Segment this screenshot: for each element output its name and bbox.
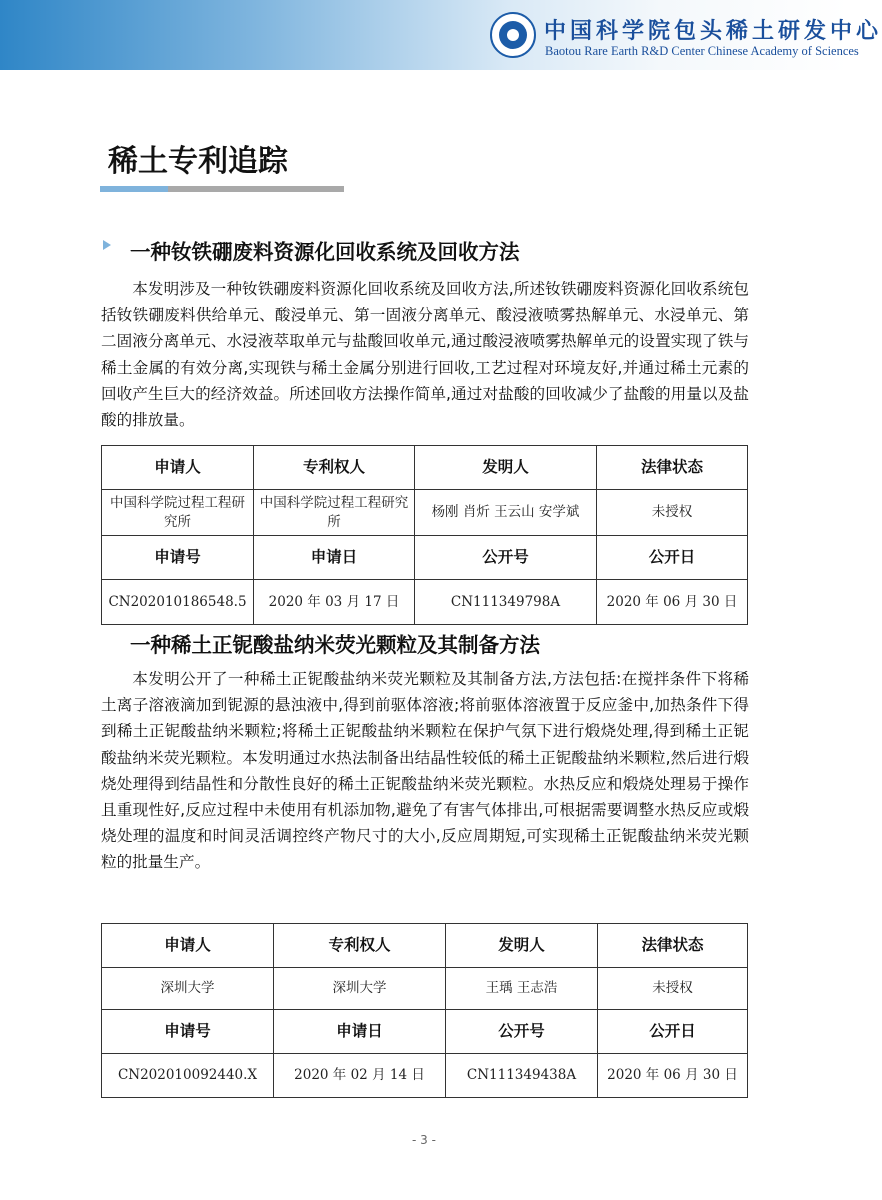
cell-patentee: 深圳大学 <box>274 968 446 1010</box>
header-application-date: 申请日 <box>254 536 415 580</box>
table-header-row <box>102 446 748 490</box>
table-row <box>102 580 748 625</box>
header-application-number: 申请号 <box>102 1010 274 1054</box>
patent-2-abstract: 本发明公开了一种稀土正铌酸盐纳米荧光颗粒及其制备方法,方法包括:在搅拌条件下将稀土离子溶液滴加到铌源的悬浊液中,得到前驱体溶液;将前驱体溶液置于反应釜中,加热条件下得到稀土正铌酸盐纳米颗粒;将稀土正铌酸盐纳米颗粒在保护气氛下进行煅烧处理,得到稀土正铌酸盐纳米荧光颗粒。本发明通过水热法制备出结晶性较低的稀土正铌酸盐纳米颗粒,然后进行煅烧处理得到结晶性和分散性良好的稀土正铌酸盐纳米荧光颗粒。水热反应和煅烧处理易于操作且重现性好,反应过程中未使用有机添加物,避免了有害气体排出,可根据需要调整水热反应或煅烧处理的温度和时间灵活调控终产物尺寸的大小,反应周期短,可实现稀土正铌酸盐纳米荧光颗粒的批量生产。 <box>101 670 749 872</box>
cell-publication-number: CN111349798A <box>415 580 597 625</box>
table-row <box>102 490 748 536</box>
cell-application-number: CN202010092440.X <box>102 1054 274 1098</box>
cell-application-date: 2020 年 02 月 14 日 <box>274 1054 446 1098</box>
cas-logo-icon <box>490 12 536 58</box>
header-applicant: 申请人 <box>102 446 254 490</box>
header-patentee: 专利权人 <box>274 924 446 968</box>
cell-patentee: 中国科学院过程工程研究所 <box>254 490 415 536</box>
table-row <box>102 1054 748 1098</box>
header-publication-date: 公开日 <box>598 1010 748 1054</box>
header-publication-number: 公开号 <box>446 1010 598 1054</box>
cell-legal-status: 未授权 <box>597 490 748 536</box>
logo-emblem <box>499 21 527 49</box>
title-underline-gray <box>168 186 344 192</box>
org-name-en: Baotou Rare Earth R&D Center Chinese Academy of Sciences <box>545 44 859 58</box>
cell-applicant: 中国科学院过程工程研究所 <box>102 490 254 536</box>
header-patentee: 专利权人 <box>254 446 415 490</box>
cell-applicant: 深圳大学 <box>102 968 274 1010</box>
logo-core <box>507 29 519 41</box>
patent-1-info-table <box>101 445 748 625</box>
patent-1-title: 一种钕铁硼废料资源化回收系统及回收方法 <box>130 240 520 264</box>
table-header-row <box>102 924 748 968</box>
cell-publication-date: 2020 年 06 月 30 日 <box>598 1054 748 1098</box>
title-underline-blue <box>100 186 168 192</box>
cell-inventor: 王瑀 王志浩 <box>446 968 598 1010</box>
cell-application-number: CN202010186548.5 <box>102 580 254 625</box>
patent-2-title: 一种稀土正铌酸盐纳米荧光颗粒及其制备方法 <box>130 633 540 657</box>
header-legal-status: 法律状态 <box>598 924 748 968</box>
header-applicant: 申请人 <box>102 924 274 968</box>
header-publication-number: 公开号 <box>415 536 597 580</box>
patent-2-info-table <box>101 923 748 1098</box>
table-header-row <box>102 536 748 580</box>
header-inventor: 发明人 <box>446 924 598 968</box>
header-inventor: 发明人 <box>415 446 597 490</box>
header-publication-date: 公开日 <box>597 536 748 580</box>
header-application-number: 申请号 <box>102 536 254 580</box>
bullet-arrow-icon <box>103 240 111 250</box>
page-number: - 3 - <box>412 1133 436 1147</box>
header-legal-status: 法律状态 <box>597 446 748 490</box>
cell-inventor: 杨刚 肖炘 王云山 安学斌 <box>415 490 597 536</box>
section-title: 稀土专利追踪 <box>108 144 288 179</box>
table-row <box>102 968 748 1010</box>
cell-publication-number: CN111349438A <box>446 1054 598 1098</box>
patent-1-abstract: 本发明涉及一种钕铁硼废料资源化回收系统及回收方法,所述钕铁硼废料资源化回收系统包括钕铁硼废料供给单元、酸浸单元、第一固液分离单元、酸浸液喷雾热解单元、水浸单元、第二固液分离单元、水浸液萃取单元与盐酸回收单元,通过酸浸液喷雾热解单元的设置实现了铁与稀土金属的有效分离,实现铁与稀土金属分别进行回收,工艺过程对环境友好,并通过稀土元素的回收产生巨大的经济效益。所述回收方法操作简单,通过对盐酸的回收减少了盐酸的用量以及盐酸的排放量。 <box>101 280 749 430</box>
header-application-date: 申请日 <box>274 1010 446 1054</box>
table-header-row <box>102 1010 748 1054</box>
cell-publication-date: 2020 年 06 月 30 日 <box>597 580 748 625</box>
cell-application-date: 2020 年 03 月 17 日 <box>254 580 415 625</box>
cell-legal-status: 未授权 <box>598 968 748 1010</box>
page-header <box>0 0 882 70</box>
org-name-cn: 中国科学院包头稀土研发中心 <box>544 18 882 44</box>
